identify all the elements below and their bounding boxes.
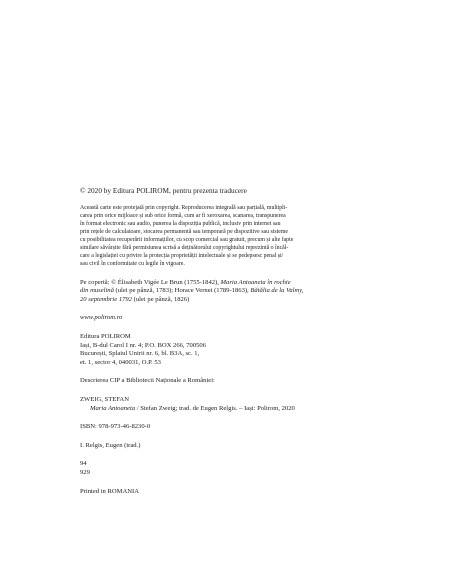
legal-line: similare săvârșite fără permisiunea scrisă a deținătorului copyrightului reprezintă o încăl- — [80, 244, 289, 251]
legal-notice — [80, 205, 370, 268]
isbn: ISBN: 978-973-46-8230-0 — [80, 423, 151, 431]
cover-line-3 — [80, 296, 370, 305]
cover-painting-title: din muselină — [80, 287, 114, 295]
cover-credit-text: Pe copertă: © Élisabeth Vigée Le Brun (1755-1842), — [80, 278, 221, 286]
classification-code: 929 — [80, 468, 90, 476]
printed-in: Printed in ROMANIA — [80, 487, 139, 495]
address-line: București, Splaiul Unirii nr. 6, bl. B3A, sc. 1, — [80, 350, 200, 358]
legal-line: Această carte este protejată prin copyright. Reproducerea integrală sau parțială, multipli- — [80, 205, 288, 212]
cip-book-title: Maria Antoaneta — [90, 404, 136, 412]
website-url: www.polirom.ro — [80, 314, 123, 322]
cover-painting-title: Maria Antoaneta în rochie — [220, 278, 291, 286]
legal-line: sau civil în conformitate cu legile în vigoare. — [80, 260, 185, 267]
page-content — [80, 186, 370, 496]
address-line: et. 1, sector 4, 040031, O.P. 53 — [80, 358, 161, 366]
legal-line: care a legislației cu privire la protecția proprietății intelectuale și se pedepsesc penal și/ — [80, 252, 284, 259]
cover-credit-text: (ulei pe pânză, 1783); Horace Vernet (1789-1863), — [113, 287, 251, 295]
publisher-address — [80, 333, 370, 367]
legal-line: cu posibilitatea recuperării informațiilor, cu scop comercial sau gratuit, precum și alte fapte — [80, 237, 294, 244]
address-line: Iași, B-dul Carol I nr. 4; P.O. BOX 266, 700506 — [80, 341, 207, 349]
legal-line: prin rețele de calculatoare, stocarea permanentă sau temporară pe dispozitive sau sisteme — [80, 229, 289, 236]
cover-painting-title: Bătălia de la Valmy, — [250, 287, 304, 295]
legal-line: în format electronic sau audio, punerea la dispoziția publică, inclusiv prin internet sau — [80, 221, 281, 228]
copyright-line: © 2020 by Editura POLIROM, pentru prezenta traducere — [80, 186, 247, 195]
cover-line-2 — [80, 287, 370, 296]
cover-credits — [80, 279, 370, 305]
cip-author: ZWEIG, STEFAN — [80, 396, 129, 403]
cover-painting-title: 20 septembrie 1792 — [80, 295, 133, 303]
cover-line-1 — [80, 279, 370, 288]
cip-title: Descrierea CIP a Bibliotecii Naționale a României: — [80, 377, 215, 385]
cip-details: / Stefan Zweig; trad. de Eugen Relgis. – Iași: Polirom, 2020 — [135, 404, 295, 412]
cover-credit-text: (ulei pe pânză, 1826) — [132, 295, 190, 303]
classification-code: 94 — [80, 460, 87, 468]
classification-codes — [80, 460, 370, 477]
cip-description — [80, 405, 370, 414]
legal-line: carea prin orice mijloace și sub orice formă, cum ar fi xeroxarea, scanarea, transpunerea — [80, 213, 286, 220]
index-entry: I. Relgis, Eugen (trad.) — [80, 441, 141, 449]
address-line: Editura POLIROM — [80, 333, 131, 341]
